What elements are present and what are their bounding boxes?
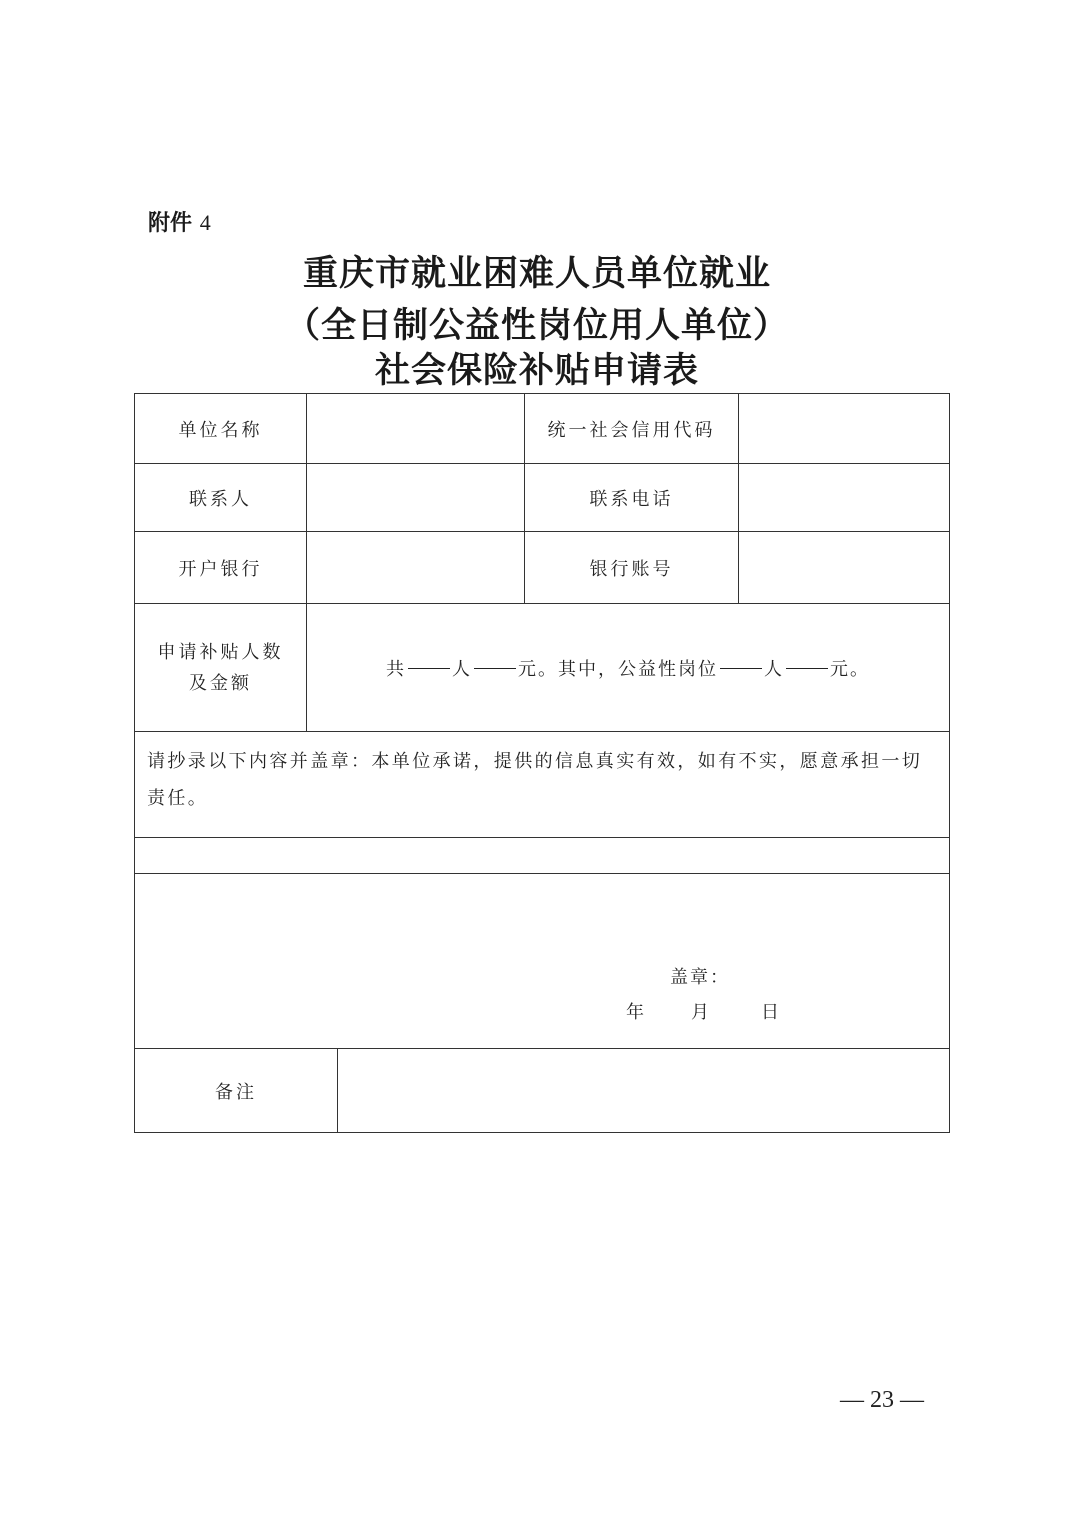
date-month: 月 bbox=[691, 1002, 709, 1023]
total-yuan-blank[interactable] bbox=[474, 667, 516, 669]
remarks-field[interactable] bbox=[338, 1049, 949, 1132]
welfare-yuan-blank[interactable] bbox=[786, 667, 828, 669]
apply-amount-line bbox=[307, 604, 949, 731]
title-line-3: 社会保险补贴申请表 bbox=[374, 351, 699, 391]
unit-name-field[interactable] bbox=[307, 394, 524, 463]
apply-count-amount-label bbox=[135, 604, 306, 731]
phone-field[interactable] bbox=[739, 464, 949, 531]
attachment-text: 附件 bbox=[148, 211, 193, 236]
date-day: 日 bbox=[761, 1002, 779, 1023]
contact-label: 联系人 bbox=[189, 488, 252, 510]
total-persons-blank[interactable] bbox=[408, 667, 450, 669]
transcription-field[interactable] bbox=[135, 838, 949, 873]
unit-name-label: 单位名称 bbox=[178, 419, 263, 441]
page-number: — 23 — bbox=[840, 1387, 924, 1413]
seal-label: 盖章： bbox=[670, 967, 730, 988]
account-field[interactable] bbox=[739, 532, 949, 603]
apply-label-line-1: 申请补贴人数 bbox=[157, 641, 284, 663]
apply-label-line-2: 及金额 bbox=[189, 672, 252, 694]
phone-label: 联系电话 bbox=[589, 488, 674, 510]
total-prefix: 共 bbox=[386, 658, 406, 680]
credit-code-label: 统一社会信用代码 bbox=[547, 419, 716, 441]
attachment-number: 4 bbox=[199, 210, 211, 235]
account-label: 银行账号 bbox=[589, 558, 674, 580]
remarks-label: 备注 bbox=[215, 1081, 257, 1103]
contact-field[interactable] bbox=[307, 464, 524, 531]
persons-unit: 人 bbox=[452, 658, 472, 680]
title-line-2: （全日制公益性岗位用人单位） bbox=[284, 306, 789, 346]
title-line-1: 重庆市就业困难人员单位就业 bbox=[302, 254, 771, 294]
yuan-unit-2: 元。 bbox=[830, 658, 870, 680]
commitment-text: 请抄录以下内容并盖章：本单位承诺，提供的信息真实有效，如有不实，愿意承担一切责任。 bbox=[147, 751, 923, 809]
credit-code-field[interactable] bbox=[739, 394, 949, 463]
attachment-label bbox=[148, 206, 211, 237]
application-form-table bbox=[134, 393, 950, 1133]
welfare-persons-blank[interactable] bbox=[720, 667, 762, 669]
bank-field[interactable] bbox=[307, 532, 524, 603]
persons-unit-2: 人 bbox=[764, 658, 784, 680]
date-year: 年 bbox=[626, 1002, 644, 1023]
yuan-unit: 元。其中，公益性岗位 bbox=[518, 658, 718, 680]
bank-label: 开户银行 bbox=[178, 558, 263, 580]
